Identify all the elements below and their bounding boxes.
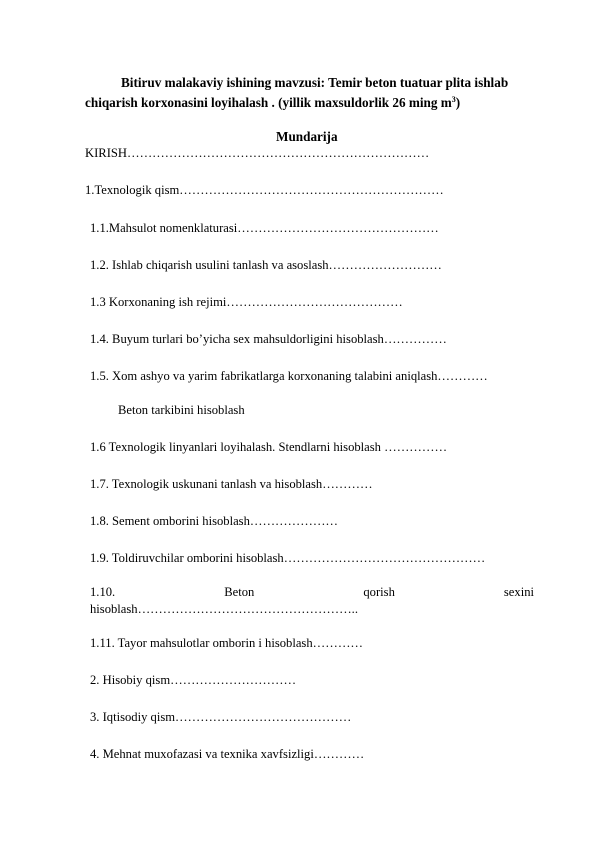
toc-entry-1-5: 1.5. Xom ashyo va yarim fabrikatlarga korxonaning talabini aniqlash………… bbox=[90, 369, 488, 383]
toc-heading: Mundarija bbox=[276, 129, 338, 144]
toc-1-10-word: Beton bbox=[224, 585, 255, 599]
toc-entry-1-6: 1.6 Texnologik linyanlari loyihalash. Stendlarni hisoblash …………… bbox=[90, 440, 448, 454]
toc-1-10-word: qorish bbox=[363, 585, 395, 599]
cubic-superscript: 3 bbox=[451, 95, 456, 104]
toc-entry-4: 4. Mehnat muxofazasi va texnika xavfsizligi………… bbox=[90, 747, 365, 761]
toc-entry-1: 1.Texnologik qism……………………………………………………… bbox=[85, 183, 444, 197]
toc-entry-1-4: 1.4. Buyum turlari bo’yicha sex mahsuldorligini hisoblash…………… bbox=[90, 332, 447, 346]
title-line2-end: ) bbox=[455, 95, 461, 110]
toc-entry-1-11: 1.11. Tayor mahsulotlar omborin i hisoblash………… bbox=[90, 636, 364, 650]
toc-entry-1-10 bbox=[90, 584, 534, 618]
toc-entry-1-2: 1.2. Ishlab chiqarish usulini tanlash va asoslash……………………… bbox=[90, 258, 442, 272]
document-title-line2 bbox=[85, 95, 460, 111]
toc-1-10-word: 1.10. bbox=[90, 585, 116, 599]
toc-entry-1-9: 1.9. Toldiruvchilar omborini hisoblash………………………………………… bbox=[90, 551, 486, 565]
toc-entry-1-1: 1.1.Mahsulot nomenklaturasi………………………………………… bbox=[90, 221, 439, 235]
toc-entry-1-10-line1 bbox=[90, 584, 534, 601]
toc-entry-3: 3. Iqtisodiy qism…………………………………… bbox=[90, 710, 352, 724]
toc-entry-kirish: KIRISH……………………………………………………………… bbox=[85, 146, 430, 160]
toc-entry-2: 2. Hisobiy qism………………………… bbox=[90, 673, 297, 687]
toc-entry-1-3: 1.3 Korxonaning ish rejimi…………………………………… bbox=[90, 295, 403, 309]
toc-1-10-word: sexini bbox=[503, 585, 534, 599]
toc-entry-1-5-sub: Beton tarkibini hisoblash bbox=[118, 403, 245, 417]
title-line2-text: chiqarish korxonasini loyihalash . (yillik maxsuldorlik 26 ming m bbox=[85, 95, 452, 110]
toc-entry-1-10-line2: hisoblash…………………………………………….. bbox=[90, 602, 358, 616]
toc-entry-1-8: 1.8. Sement omborini hisoblash………………… bbox=[90, 514, 339, 528]
toc-entry-1-7: 1.7. Texnologik uskunani tanlash va hisoblash………… bbox=[90, 477, 373, 491]
document-title-line1: Bitiruv malakaviy ishining mavzusi: Temir beton tuatuar plita ishlab bbox=[121, 75, 509, 90]
